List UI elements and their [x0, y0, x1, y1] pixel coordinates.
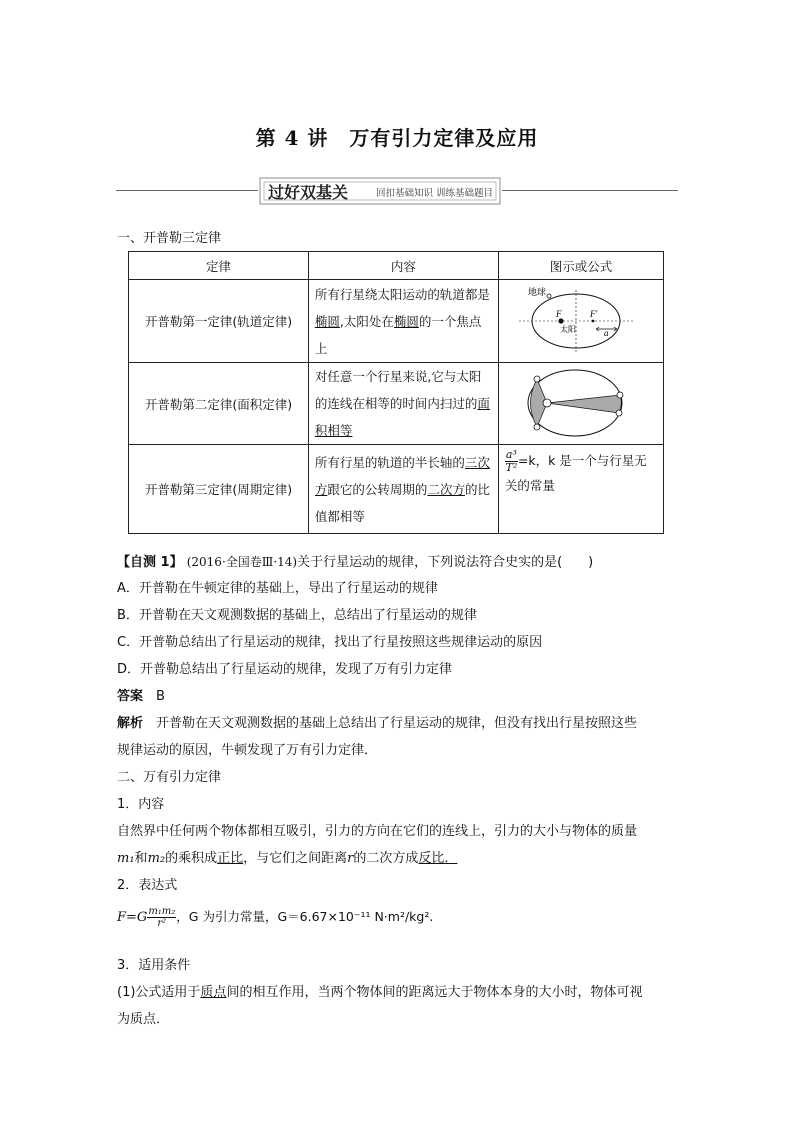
- law-content: 对任意一个行星来说,它与太阳的连线在相等的时间内扫过的面积相等: [308, 363, 498, 445]
- kepler-third-formula-text: =k，k 是一个与行星无关的常量: [504, 453, 647, 493]
- law-name: 开普勒第二定律(面积定律): [129, 363, 309, 445]
- gravitation-fraction: $\frac{\text{m₁m₂}}{\text{r²}}$: [148, 906, 176, 929]
- table-header: 图示或公式: [498, 252, 663, 280]
- banner-rule-right: [502, 190, 678, 191]
- banner-title: 过好双基关: [268, 183, 349, 202]
- sun-focus-dot: [558, 318, 563, 323]
- section2-heading: 二、万有引力定律: [117, 770, 222, 785]
- subsection-condition-heading: 3．适用条件: [117, 958, 191, 973]
- option-b: B．开普勒在天文观测数据的基础上，总结出了行星运动的规律: [117, 608, 477, 623]
- condition-line1: (1)公式适用于质点间的相互作用，当两个物体间的距离远大于物体本身的大小时，物体可视: [117, 985, 643, 1000]
- option-d: D．开普勒总结出了行星运动的规律，发现了万有引力定律: [117, 662, 453, 677]
- page-title: 第 4 讲 万有引力定律及应用: [255, 126, 539, 150]
- law-formula-cell: [498, 445, 663, 534]
- table-header: 定律: [129, 252, 309, 280]
- table-row: [129, 280, 664, 363]
- answer-line: 答案 B: [117, 689, 165, 704]
- focus-f-label: F: [555, 309, 562, 319]
- focus-f-prime-label: F′: [589, 309, 598, 319]
- section1-heading: 一、开普勒三定律: [117, 231, 222, 246]
- law-figure-cell: [498, 280, 663, 363]
- analysis-line1: 解析 开普勒在天文观测数据的基础上总结出了行星运动的规律，但没有找出行星按照这些: [117, 716, 638, 731]
- table-header-row: [129, 252, 664, 280]
- table-row: [129, 363, 664, 445]
- exercise-question: 【自测 1】 (2016·全国卷Ⅲ·14)关于行星运动的规律，下列说法符合史实的是( ): [117, 555, 594, 570]
- banner-rule-left: [116, 190, 258, 191]
- earth-planet-icon: [547, 294, 551, 298]
- law-content: 所有行星绕太阳运动的轨道都是椭圆,太阳处在椭圆的一个焦点上: [308, 280, 498, 363]
- ellipse-orbit-figure: [499, 280, 652, 362]
- banner-subtitle: 回扣基础知识 训练基础题目: [376, 188, 494, 199]
- option-c: C．开普勒总结出了行星运动的规律，找出了行星按照这些规律运动的原因: [117, 635, 543, 650]
- law-name: 开普勒第三定律(周期定律): [129, 445, 309, 534]
- law-figure-cell: [498, 363, 663, 445]
- kepler-third-fraction: $\frac{\text{a³}}{\text{T²}}$: [505, 448, 518, 474]
- condition-line2: 为质点．: [117, 1012, 170, 1027]
- area-law-figure: [499, 363, 652, 444]
- table-row: [129, 445, 664, 534]
- option-a: A．开普勒在牛顿定律的基础上，导出了行星运动的规律: [117, 581, 438, 596]
- subsection-expression-heading: 2．表达式: [117, 878, 178, 893]
- analysis-line2: 规律运动的原因，牛顿发现了万有引力定律．: [117, 743, 378, 758]
- sun-icon: [543, 399, 551, 407]
- subsection-content-heading: 1．内容: [117, 797, 165, 812]
- semi-major-axis-label: a: [603, 328, 609, 338]
- content-line1: 自然界中任何两个物体都相互吸引，引力的方向在它们的连线上，引力的大小与物体的质量: [117, 824, 638, 839]
- gravitation-formula: F=G $\frac{\text{m₁m₂}}{\text{r²}}$ ，G 为引力常量，G＝6.67×10⁻¹¹ N·m²/kg².: [117, 906, 434, 929]
- kepler-laws-table: [128, 251, 664, 534]
- table-header: 内容: [308, 252, 498, 280]
- sun-label: 太阳: [559, 325, 576, 334]
- content-line2: m₁和m₂的乘积成正比，与它们之间距离r的二次方成反比．: [117, 851, 458, 866]
- law-content: 所有行星的轨道的半长轴的三次方跟它的公转周期的二次方的比值都相等: [308, 445, 498, 534]
- law-name: 开普勒第一定律(轨道定律): [129, 280, 309, 363]
- earth-label: 地球: [527, 287, 546, 297]
